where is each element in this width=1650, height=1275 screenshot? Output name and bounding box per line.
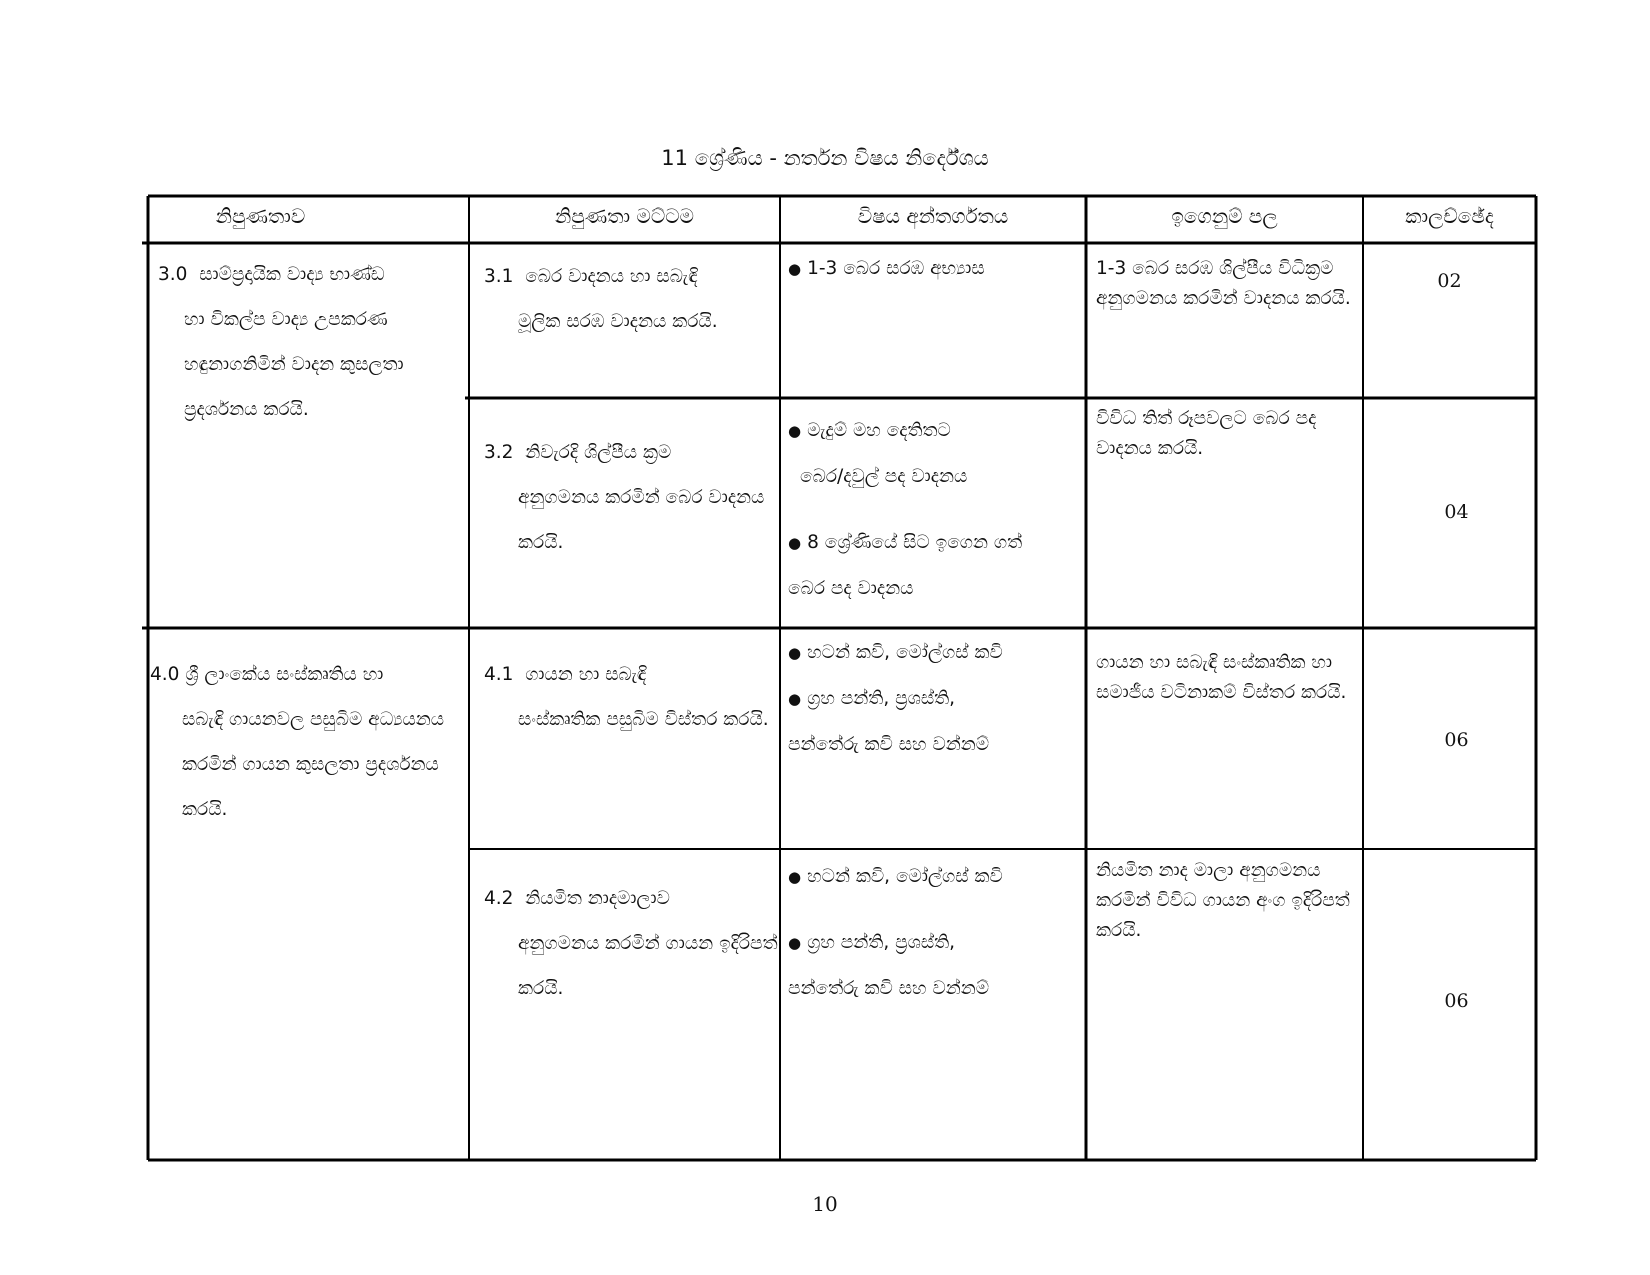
content-item: බෙර පද වාදනය: [788, 578, 914, 599]
outcome-3-1: 1-3 බෙර සරඹ ශිල්පීය විධික්‍රම අනුගමනය කරමින් වාදනය කරයි.: [1096, 258, 1351, 309]
periods-4-1: 06: [1444, 729, 1469, 751]
periods-3-1: 02: [1437, 270, 1462, 292]
level-number: 3.2: [484, 442, 514, 463]
competency-text-first: සාම්ප්‍රදායික වාද්‍ය භාණ්ඩ: [199, 264, 385, 285]
level-text-first: බෙර වාදනය හා සබැඳි: [525, 266, 698, 287]
content-item: පන්තේරු කවි සහ වන්නම්: [788, 734, 990, 755]
bullet-icon: ●: [788, 422, 802, 440]
document-title: 11 ශ්‍රේණිය - නර්තන විෂය නිර්දේශය: [661, 146, 989, 170]
competency-text-first: ශ්‍රී ලාංකේය සංස්කෘතිය හා: [185, 664, 384, 685]
outcome-4-1: ගායන හා සබැඳි සංස්කෘතික හා සමාජීය වටිනාකම් විස්තර කරයි.: [1096, 652, 1347, 703]
content-3-2: [788, 408, 1084, 612]
competency-text-rest: හා විකල්ප වාද්‍ය උපකරණ හඳුනාගනිමින් වාදන කුසලතා ප්‍රදර්ශනය කරයි.: [184, 309, 404, 420]
header-competency: නිපුණතාව: [215, 204, 306, 228]
level-text-rest: අනුගමනය කරමින් බෙර වාදනය කරයි.: [518, 487, 765, 553]
content-item: ● 1-3 බෙර සරඹ අභ්‍යාස: [788, 258, 985, 279]
content-item: ● ග්‍රහ පන්ති, ප්‍රශස්ති,: [788, 688, 956, 709]
level-3-1: [474, 254, 780, 344]
content-3-1: [788, 254, 1084, 284]
content-4-2: [788, 854, 1084, 1012]
bullet-icon: ●: [788, 644, 802, 662]
bullet-icon: ●: [788, 534, 802, 552]
header-learning-outcomes: ඉගෙනුම් පල: [1171, 204, 1278, 228]
content-item: පන්තේරු කවි සහ වන්නම්: [788, 978, 990, 999]
bullet-icon: ●: [788, 260, 802, 278]
content-item: ● 8 ශ්‍රේණියේ සිට ඉගෙන ගත්: [788, 532, 1023, 553]
level-text-rest: මූලික සරඹ වාදනය කරයි.: [518, 311, 718, 332]
competency-number: 4.0: [150, 664, 180, 685]
level-number: 3.1: [484, 266, 514, 287]
competency-number: 3.0: [158, 264, 188, 285]
header-subject-content: විෂය අන්තර්ගතය: [857, 204, 1009, 228]
bullet-icon: ●: [788, 934, 802, 952]
level-text-rest: අනුගමනය කරමින් ගායන ඉදිරිපත් කරයි.: [518, 933, 778, 999]
content-item: ● හටන් කවි, මෝල්ගස් කවි: [788, 642, 1003, 663]
level-number: 4.2: [484, 888, 514, 909]
level-number: 4.1: [484, 664, 514, 685]
level-text-first: නිවැරදි ශිල්පීය ක්‍රම: [525, 442, 672, 463]
content-item: ● ග්‍රහ පන්ති, ප්‍රශස්ති,: [788, 932, 956, 953]
bullet-icon: ●: [788, 690, 802, 708]
content-item: ● මැදුම් මහ දෙතිතට: [788, 420, 951, 441]
level-4-2: [474, 876, 780, 1011]
header-periods: කාලච්ඡේද: [1405, 204, 1494, 228]
level-4-1: [474, 652, 780, 742]
periods-4-2: 06: [1444, 990, 1469, 1012]
periods-3-2: 04: [1444, 501, 1469, 523]
page-number: 10: [812, 1192, 838, 1216]
competency-text-rest: සබැඳි ගායනවල පසුබිම අධ්‍යයනය කරමින් ගායන කුසලතා ප්‍රදර්ශනය කරයි.: [182, 709, 445, 820]
header-competency-level: නිපුණතා මට්ටම: [555, 204, 694, 228]
level-text-first: ගායන හා සබැඳි: [525, 664, 647, 685]
competency-4-0: [146, 652, 469, 832]
outcome-3-2: විවිධ තිත් රූපවලට බෙර පද වාදනය කරයි.: [1096, 408, 1317, 459]
bullet-icon: ●: [788, 868, 802, 886]
content-item: ● හටන් කවි, මෝල්ගස් කවි: [788, 866, 1003, 887]
level-3-2: [474, 430, 780, 565]
content-4-1: [788, 630, 1084, 768]
level-text-first: නියමිත නාදමාලාව: [525, 888, 670, 909]
competency-3-0: [148, 252, 469, 432]
outcome-4-2: නියමිත නාද මාලා අනුගමනය කරමින් විවිධ ගායන අංග ඉදිරිපත් කරයි.: [1096, 860, 1350, 941]
content-item: බෙර/දවුල් පද වාදනය: [800, 466, 968, 487]
level-text-rest: සංස්කෘතික පසුබිම විස්තර කරයි.: [518, 709, 769, 730]
